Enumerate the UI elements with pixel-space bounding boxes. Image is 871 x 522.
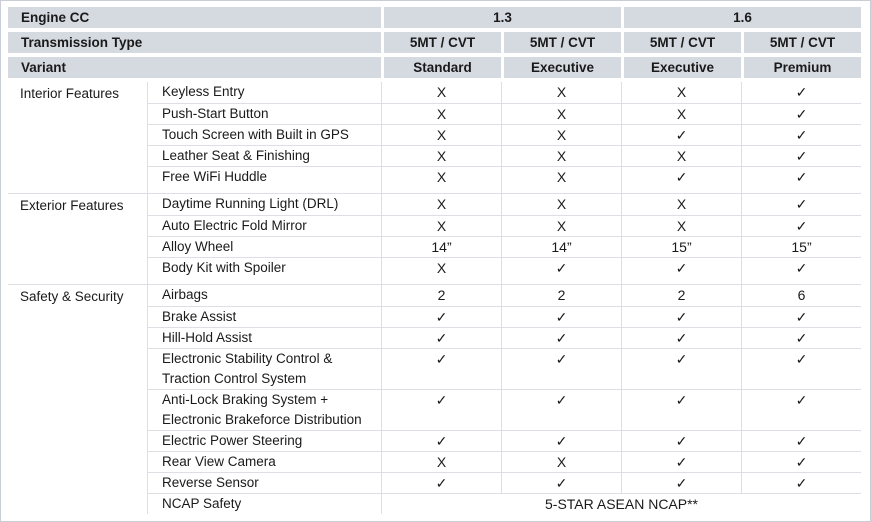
table-row xyxy=(8,125,861,146)
divider-cell xyxy=(501,278,621,285)
feature-value: X xyxy=(381,125,501,146)
feature-value: X xyxy=(621,216,741,237)
feature-value: ✓ xyxy=(381,328,501,349)
feature-value: ✓ xyxy=(741,473,861,494)
feature-value: ✓ xyxy=(741,431,861,452)
feature-value: ✓ xyxy=(501,328,621,349)
variant-cell: Premium xyxy=(741,57,861,82)
category-spacer xyxy=(8,258,147,278)
transmission-cell: 5MT / CVT xyxy=(501,32,621,57)
category-label: Safety & Security xyxy=(20,289,124,304)
feature-value: ✓ xyxy=(381,473,501,494)
feature-name: Electronic Stability Control & Traction Control System xyxy=(147,349,381,390)
feature-name: Anti-Lock Braking System + Electronic Brakeforce Distribution xyxy=(147,390,381,431)
table-row xyxy=(8,216,861,237)
feature-name: Daytime Running Light (DRL) xyxy=(147,194,381,216)
spec-table xyxy=(8,7,861,514)
feature-value: 2 xyxy=(501,285,621,307)
feature-value: ✓ xyxy=(501,390,621,431)
feature-value: ✓ xyxy=(741,452,861,473)
feature-value: X xyxy=(381,452,501,473)
category-spacer xyxy=(8,431,147,452)
feature-value: ✓ xyxy=(741,258,861,278)
variant-cell: Executive xyxy=(621,57,741,82)
feature-value: X xyxy=(621,104,741,125)
table-row xyxy=(8,104,861,125)
feature-name: Rear View Camera xyxy=(147,452,381,473)
feature-name: Brake Assist xyxy=(147,307,381,328)
category-spacer xyxy=(8,167,147,187)
feature-value: 14” xyxy=(501,237,621,258)
table-row xyxy=(8,307,861,328)
spec-body xyxy=(8,82,861,514)
feature-name: Reverse Sensor xyxy=(147,473,381,494)
engine-group-1-6: 1.6 xyxy=(621,7,861,32)
divider-cell xyxy=(381,278,501,285)
feature-value: ✓ xyxy=(381,307,501,328)
feature-value: X xyxy=(621,194,741,216)
table-row xyxy=(8,473,861,494)
feature-value: ✓ xyxy=(381,349,501,390)
feature-value: ✓ xyxy=(621,473,741,494)
engine-group-1-3: 1.3 xyxy=(381,7,621,32)
feature-value: 15” xyxy=(741,237,861,258)
feature-value: X xyxy=(621,82,741,104)
feature-value: 15” xyxy=(621,237,741,258)
feature-value: ✓ xyxy=(741,146,861,167)
feature-value: X xyxy=(381,167,501,187)
divider-cell xyxy=(147,187,381,194)
engine-row xyxy=(8,7,861,32)
feature-name: Leather Seat & Finishing xyxy=(147,146,381,167)
category-spacer xyxy=(8,307,147,328)
divider-cell xyxy=(147,278,381,285)
table-row xyxy=(8,82,861,104)
feature-value: 2 xyxy=(381,285,501,307)
feature-value: ✓ xyxy=(741,194,861,216)
feature-value: X xyxy=(501,216,621,237)
feature-value: X xyxy=(501,452,621,473)
feature-value: ✓ xyxy=(381,390,501,431)
category-spacer xyxy=(8,494,147,514)
divider-cell xyxy=(621,278,741,285)
feature-value: X xyxy=(381,194,501,216)
feature-value: ✓ xyxy=(621,167,741,187)
feature-value: ✓ xyxy=(621,328,741,349)
divider-cell xyxy=(381,187,501,194)
divider-cell xyxy=(741,278,861,285)
category-spacer xyxy=(8,216,147,237)
feature-value: X xyxy=(501,146,621,167)
category-spacer xyxy=(8,104,147,125)
feature-name: Hill-Hold Assist xyxy=(147,328,381,349)
feature-value: ✓ xyxy=(501,307,621,328)
feature-value: ✓ xyxy=(621,349,741,390)
feature-value: 6 xyxy=(741,285,861,307)
variant-label: Variant xyxy=(8,57,381,82)
category-spacer xyxy=(8,452,147,473)
category-spacer xyxy=(8,125,147,146)
category-label: Exterior Features xyxy=(20,198,124,213)
table-row xyxy=(8,452,861,473)
feature-value: X xyxy=(381,82,501,104)
feature-value: ✓ xyxy=(501,431,621,452)
category-spacer xyxy=(8,349,147,390)
feature-value: ✓ xyxy=(741,307,861,328)
feature-value: ✓ xyxy=(741,328,861,349)
feature-value: ✓ xyxy=(381,431,501,452)
feature-value: X xyxy=(381,146,501,167)
feature-value: ✓ xyxy=(501,258,621,278)
feature-value: ✓ xyxy=(621,307,741,328)
transmission-cell: 5MT / CVT xyxy=(381,32,501,57)
feature-name: Keyless Entry xyxy=(147,82,381,104)
transmission-cell: 5MT / CVT xyxy=(621,32,741,57)
feature-value: 14” xyxy=(381,237,501,258)
divider-cell xyxy=(8,187,147,194)
feature-value: X xyxy=(381,258,501,278)
feature-value: ✓ xyxy=(741,125,861,146)
feature-value: ✓ xyxy=(621,390,741,431)
feature-value: ✓ xyxy=(741,82,861,104)
feature-value: X xyxy=(381,216,501,237)
feature-value: ✓ xyxy=(741,216,861,237)
table-row xyxy=(8,146,861,167)
category-spacer xyxy=(8,146,147,167)
table-row xyxy=(8,167,861,187)
feature-name: Electric Power Steering xyxy=(147,431,381,452)
category-spacer xyxy=(8,237,147,258)
feature-name: Airbags xyxy=(147,285,381,307)
table-row xyxy=(8,194,861,216)
engine-label: Engine CC xyxy=(8,7,381,32)
feature-value: ✓ xyxy=(741,104,861,125)
table-row xyxy=(8,494,861,514)
feature-value: ✓ xyxy=(621,258,741,278)
feature-name: Push-Start Button xyxy=(147,104,381,125)
table-row xyxy=(8,349,861,390)
feature-name: Body Kit with Spoiler xyxy=(147,258,381,278)
table-row xyxy=(8,431,861,452)
category-spacer xyxy=(8,473,147,494)
ncap-rating: 5-STAR ASEAN NCAP** xyxy=(381,494,861,514)
divider-cell xyxy=(501,187,621,194)
transmission-label: Transmission Type xyxy=(8,32,381,57)
variant-row xyxy=(8,57,861,82)
feature-value: ✓ xyxy=(741,167,861,187)
feature-value: X xyxy=(381,104,501,125)
category-label: Interior Features xyxy=(20,86,120,101)
variant-cell: Executive xyxy=(501,57,621,82)
table-row xyxy=(8,237,861,258)
variant-cell: Standard xyxy=(381,57,501,82)
feature-value: X xyxy=(501,194,621,216)
feature-value: X xyxy=(501,82,621,104)
category-spacer xyxy=(8,390,147,431)
divider-cell xyxy=(621,187,741,194)
feature-value: ✓ xyxy=(741,349,861,390)
section-divider xyxy=(8,278,861,285)
feature-name: Auto Electric Fold Mirror xyxy=(147,216,381,237)
feature-value: 2 xyxy=(621,285,741,307)
feature-name: Alloy Wheel xyxy=(147,237,381,258)
divider-cell xyxy=(8,278,147,285)
feature-value: ✓ xyxy=(621,431,741,452)
transmission-cell: 5MT / CVT xyxy=(741,32,861,57)
feature-value: X xyxy=(501,167,621,187)
feature-value: ✓ xyxy=(501,473,621,494)
category-spacer xyxy=(8,328,147,349)
table-row xyxy=(8,258,861,278)
section-divider xyxy=(8,187,861,194)
transmission-row xyxy=(8,32,861,57)
table-row xyxy=(8,285,861,307)
feature-value: ✓ xyxy=(621,125,741,146)
table-row xyxy=(8,328,861,349)
feature-name: Touch Screen with Built in GPS xyxy=(147,125,381,146)
divider-cell xyxy=(741,187,861,194)
feature-value: X xyxy=(501,125,621,146)
feature-value: X xyxy=(621,146,741,167)
feature-value: X xyxy=(501,104,621,125)
feature-name: Free WiFi Huddle xyxy=(147,167,381,187)
feature-value: ✓ xyxy=(501,349,621,390)
feature-value: ✓ xyxy=(621,452,741,473)
feature-value: ✓ xyxy=(741,390,861,431)
feature-name: NCAP Safety xyxy=(147,494,381,514)
table-row xyxy=(8,390,861,431)
